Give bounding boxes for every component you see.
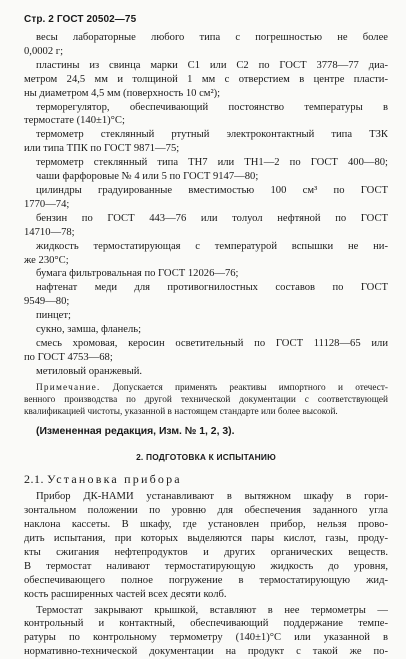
paragraph-1 — [24, 490, 388, 601]
note-block — [24, 382, 388, 419]
paragraph-line: наклона кассеты. В шкафу, где установлен прибор, нельзя прово- — [24, 519, 388, 531]
list-line: термометр стеклянный ртутный электроконтактный типа ТЗК — [36, 129, 388, 141]
paragraph-line: кты сжигания нефтепродуктов и других органических веществ. — [24, 546, 388, 558]
paragraph-line: Термостат закрывают крышкой, вставляют в нее термометры — — [36, 604, 388, 616]
list-line: нафтенат меди для противогнилостных составов по ГОСТ — [36, 282, 388, 294]
paragraph-line: кость расширенных частей всех десяти колб. — [24, 588, 227, 600]
list-line: жидкость термостатирующая с температурой вспышки не ни- — [36, 240, 388, 252]
list-line: 14710—78; — [24, 226, 75, 238]
list-line: 0,0002 г; — [24, 45, 64, 57]
section-title: 2. ПОДГОТОВКА К ИСПЫТАНИЮ — [136, 452, 276, 463]
list-line: весы лабораторные любого типа с погрешностью не более — [36, 32, 388, 43]
paragraph-line: ратуры по контрольному термометру (140±1)°С или указанной в — [24, 632, 388, 644]
list-line: сукно, замша, фланель; — [36, 324, 142, 336]
subsection-title: Установка прибора — [47, 472, 182, 487]
list-line: 1770—74; — [24, 198, 70, 210]
list-line: или типа ТПК по ГОСТ 9871—75; — [24, 143, 180, 155]
paragraph-line: контрольный и контактный, обеспечивающий поддержание темпе- — [24, 618, 388, 630]
list-line: метром 24,5 мм и толщиной 1 мм с отверстием в центре пласти- — [24, 73, 388, 85]
list-line: пинцет; — [36, 310, 71, 322]
list-line: пластины из свинца марки С1 или С2 по ГОСТ 3778—77 диа- — [36, 59, 388, 71]
subsection-heading — [24, 472, 388, 487]
paragraph-line: зонтальном положении по уровню для обеспечения заданного угла — [24, 505, 388, 517]
list-line: бумага фильтровальная по ГОСТ 12026—76; — [36, 268, 239, 280]
paragraph-line: дить испытания, при которых выделяются пары кислот, газы, проду- — [24, 532, 388, 544]
list-line: метиловый оранжевый. — [36, 365, 143, 377]
list-line: термометр стеклянный типа ТН7 или ТН1—2 по ГОСТ 400—80; — [36, 157, 388, 169]
equipment-list — [24, 31, 388, 379]
note-line: Примечание. Допускается применять реактивы импортного и отечест- — [36, 382, 388, 393]
page-header: Стр. 2 ГОСТ 20502—75 — [24, 14, 137, 25]
note-line: венного производства по другой технической документации с соответствующей — [24, 394, 388, 405]
paragraph-line: В термостат наливают термостатирующую жидкость до уровня, — [24, 560, 388, 572]
amendment-note: (Измененная редакция, Изм. № 1, 2, 3). — [36, 426, 235, 438]
list-line: 9549—80; — [24, 296, 70, 308]
list-line: термостате (140±1)°С; — [24, 115, 125, 127]
list-line: смесь хромовая, керосин осветительный по ГОСТ 11128—65 или — [36, 337, 388, 349]
list-line: терморегулятор, обеспечивающий постоянство температуры в — [36, 101, 388, 113]
paragraph-line: обеспечивающего полное погружение в термостатирующую жид- — [24, 574, 388, 586]
note-line: квалификацией чистоты, указанной в настоящем стандарте или более высокой. — [24, 407, 338, 418]
list-line: по ГОСТ 4753—68; — [24, 351, 113, 363]
paragraph-line: Прибор ДК-НАМИ устанавливают в вытяжном шкафу в гори- — [36, 491, 388, 503]
list-line: цилиндры градуированные вместимостью 100 см³ по ГОСТ — [36, 184, 388, 196]
paragraph-line: нормативно-технической документации на продукт с такой же по- — [24, 646, 388, 658]
list-line: чаши фарфоровые № 4 или 5 по ГОСТ 9147—80; — [36, 171, 259, 183]
subsection-number: 2.1. — [24, 472, 44, 487]
list-line: ны диаметром 4,5 мм (поверхность 10 см²); — [24, 87, 221, 99]
note-label: Примечание. — [36, 382, 101, 393]
list-line: же 230°С; — [24, 254, 69, 266]
paragraph-2 — [24, 604, 388, 659]
list-line: бензин по ГОСТ 443—76 или толуол нефтяной по ГОСТ — [36, 212, 388, 224]
